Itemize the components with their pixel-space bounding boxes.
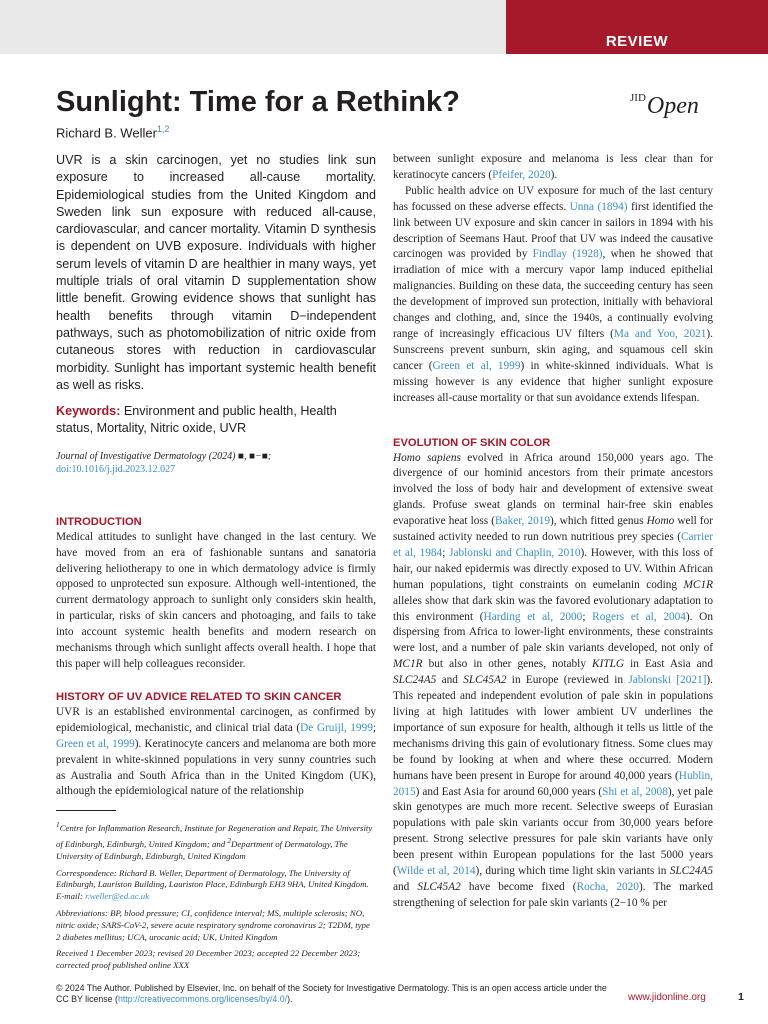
ref-jablonski-chaplin[interactable]: Jablonski and Chaplin, 2010	[449, 546, 581, 559]
footnote-divider	[56, 810, 116, 811]
ref-wilde[interactable]: Wilde et al, 2014	[396, 865, 476, 878]
ref-findlay[interactable]: Findlay (1928)	[532, 248, 603, 261]
abstract: UVR is a skin carcinogen, yet no studies link sun exposure to increased all-cause mortality. Epidemiological studies from the United Kingdom and Sweden link sun exposure with reduced all-cause, cardiovascular, and cancer mortality. Vitamin D synthesis is dependent on UVB exposure. Individuals with higher serum levels of vitamin D are healthier in many ways, yet multiple trials of oral vitamin D supplementation show little benefit. Growing evidence shows that sunlight has health benefits through vitamin D−independent pathways, such as photomobilization of nitric oxide from cutaneous stores with reduction in cardiovascular morbidity. Sunlight has important systemic health benefit as well as risks.	[56, 153, 376, 392]
left-column	[56, 152, 376, 977]
ref-jablonski-2021[interactable]: Jablonski [2021]	[628, 674, 707, 687]
journal-site-link[interactable]: www.jidonline.org	[628, 992, 706, 1003]
evolution-heading: EVOLUTION OF SKIN COLOR	[393, 436, 551, 449]
ref-ma-yoo[interactable]: Ma and Yoo, 2021	[613, 327, 707, 340]
ref-baker[interactable]: Baker, 2019	[495, 515, 551, 528]
author-affiliation-marks[interactable]: 1,2	[156, 124, 170, 134]
evolution-paragraph: Homo sapiens evolved in Africa around 150,000 years ago. The divergence of our hominid ancestors from their primate ancestors involved the loss of body hair and development of extensive sweat glands. Profuse sweat glands on terminal hair-free skin enables evaporative heat loss (Baker, 2019), which fitted genus Homo well for sustained activity needed to run down nutritious prey species (Carrier et al, 1984; Jablonski and Chaplin, 2010). However, with this loss of hair, our naked epidermis was directly exposed to UV. Within African human populations, tight constraints on eumelanin coding MC1R alleles show that dark skin was the favored evolutionary adaptation to this environment (Harding et al, 2000; Rogers et al, 2004). On dispersing from Africa to lower-light environments, these constraints were lost, and a number of pale skin variants developed, not only of MC1R but also in other genes, notably KITLG in East Asia and SLC24A5 and SLC45A2 in Europe (reviewed in Jablonski [2021]). This repeated and independent evolution of pale skin in populations living at high latitudes with lower ambient UV underlines the importance of sun exposure for health, although it tells us little of the mechanisms driving this gain of evolutionary fitness. Some clues may be found by looking at when and where these occurred. Modern humans have been present in Europe for around 40,000 years (Hublin, 2015) and East Asia for around 60,000 years (Shi et al, 2008), yet pale skin genotypes are much more recent. Selective sweeps of Eurasian populations with pale skin variants occur from 30,000 years before present. Strong selective pressures for pale skin variants have only been present within European populations for the last 5000 years (Wilde et al, 2014), during which time light skin variants in SLC24A5 and SLC45A2 have become fixed (Rocha, 2020). The marked strengthening of selection for pale skin variants (2−10 % per	[393, 451, 714, 909]
ref-harding[interactable]: Harding et al, 2000	[483, 610, 583, 623]
history-paragraph-2: Public health advice on UV exposure for much of the last century has focussed on these adverse effects. Unna (1894) first identified the link between UV exposure and skin cancer in sailors in 1894 with his description of Seemans Haut. Proof that UV was indeed the causative carcinogen was provided by Findlay (1928), when he showed that irradiation of mice with a mercury vapor lamp induced epithelial malignancies. Building on these data, the succeeding century has seen the development of improved sun protection, initially with behavioral changes and clothing, and, since the 1940s, a continually evolving range of increasingly efficacious UV filters (Ma and Yoo, 2021). Sunscreens prevent sunburn, skin aging, and squamous cell skin cancer (Green et al, 1999) in white-skinned individuals. What is missing however is any evidence that higher sunlight exposure increases all-cause mortality or that sun avoidance extends lifespan.	[393, 184, 714, 404]
ref-carrier[interactable]: Carrier et al, 1984	[393, 531, 713, 559]
ref-pfeifer[interactable]: Pfeifer, 2020	[492, 168, 551, 181]
ref-green-1999-b[interactable]: Green et al, 1999	[432, 359, 521, 372]
ref-shi[interactable]: Shi et al, 2008	[602, 785, 668, 798]
ref-unna[interactable]: Unna (1894)	[569, 200, 628, 213]
ref-rocha[interactable]: Rocha, 2020	[576, 880, 639, 893]
page-number: 1	[738, 991, 744, 1003]
history-heading: HISTORY OF UV ADVICE RELATED TO SKIN CANCER	[56, 690, 342, 703]
introduction-text: Medical attitudes to sunlight have changed in the last century. We have moved from an era of fashionable suntans and sanatoria delivering heliotherapy to one in which dermatology advice is firmly opposed to unprotected sun exposure. Although well-intentioned, the current dermatology approach to sunlight only considers skin health, in particular, risks of skin cancers and photoaging, and fails to take into account systemic health benefits and modern research on mechanisms through which sunlight affects overall health. I hope that this paper will help colleagues reconsider.	[56, 530, 376, 670]
doi-link[interactable]: doi:10.1016/j.jid.2023.12.027	[56, 463, 176, 475]
review-tab	[506, 0, 768, 54]
correspondence-footnote: Correspondence: Richard B. Weller, Department of Dermatology, The University of Edinburgh, Lauriston Building, Lauriston Place, Edinburgh EH3 9HA, United Kingdom. E-mail: r.weller@ed.ac.uk	[56, 867, 369, 902]
affiliations-footnote: $^1$Centre for Inflammation Research, Institute for Regeneration and Repair, The University of Edinburgh, Edinburgh, United Kingdom; and $^2$Department of Dermatology, The University of Edinburgh, Edinburgh, United Kingdom	[56, 820, 373, 861]
article-title: Sunlight: Time for a Rethink?	[56, 86, 460, 118]
ref-green-1999[interactable]: Green et al, 1999	[56, 737, 135, 750]
license-link[interactable]: http://creativecommons.org/licenses/by/4.0/	[117, 994, 288, 1004]
ref-hublin[interactable]: Hublin, 2015	[393, 769, 713, 798]
received-footnote: Received 1 December 2023; revised 20 December 2023; accepted 22 December 2023; corrected proof published online XXX	[56, 948, 361, 971]
history-paragraph-1: UVR is an established environmental carcinogen, as confirmed by epidemiological, mechanistic, and clinical trial data (De Gruijl, 1999; Green et al, 1999). Keratinocyte cancers and melanoma are both more prevalent in white-skinned populations in very sunny countries such as Australia and South Africa than in the United Kingdom (UK), although the epidemiological nature of the relationship	[56, 705, 376, 798]
author-line	[56, 124, 169, 140]
review-label: REVIEW	[605, 33, 668, 50]
license-footer: © 2024 The Author. Published by Elsevier, Inc. on behalf of the Society for Investigative Dermatology. This is an open access article under the CC BY license (http://creativecommons.org/licenses/by/4.0/).	[56, 983, 607, 1004]
keywords-label: Keywords:	[56, 404, 121, 419]
jid-open-logo: $^{JID}$Open	[630, 92, 699, 119]
history-continued: between sunlight exposure and melanoma is less clear than for keratinocyte cancers (Pfeifer, 2020).	[393, 153, 713, 181]
keywords: Keywords: Environment and public health, Health status, Mortality, Nitric oxide, UVR	[56, 404, 337, 436]
journal-citation: Journal of Investigative Dermatology (2024) ■, ■−■; doi:10.1016/j.jid.2023.12.027	[56, 450, 272, 475]
right-column	[393, 152, 713, 912]
author-name: Richard B. Weller	[56, 125, 157, 141]
ref-de-gruijl[interactable]: De Gruijl, 1999	[300, 721, 373, 734]
ref-rogers[interactable]: Rogers et al, 2004	[592, 610, 686, 623]
introduction-heading: INTRODUCTION	[56, 515, 142, 528]
abbreviations-footnote: Abbreviations: BP, blood pressure; CI, confidence interval; MS, multiple sclerosis; NO, nitric oxide; SARS-CoV-2, severe acute respiratory syndrome coronavirus 2; T2DM, type 2 diabetes mellitus; UCA, urocanic acid; UK, United Kingdom	[56, 907, 370, 942]
email-link[interactable]: r.weller@ed.ac.uk	[85, 891, 150, 902]
